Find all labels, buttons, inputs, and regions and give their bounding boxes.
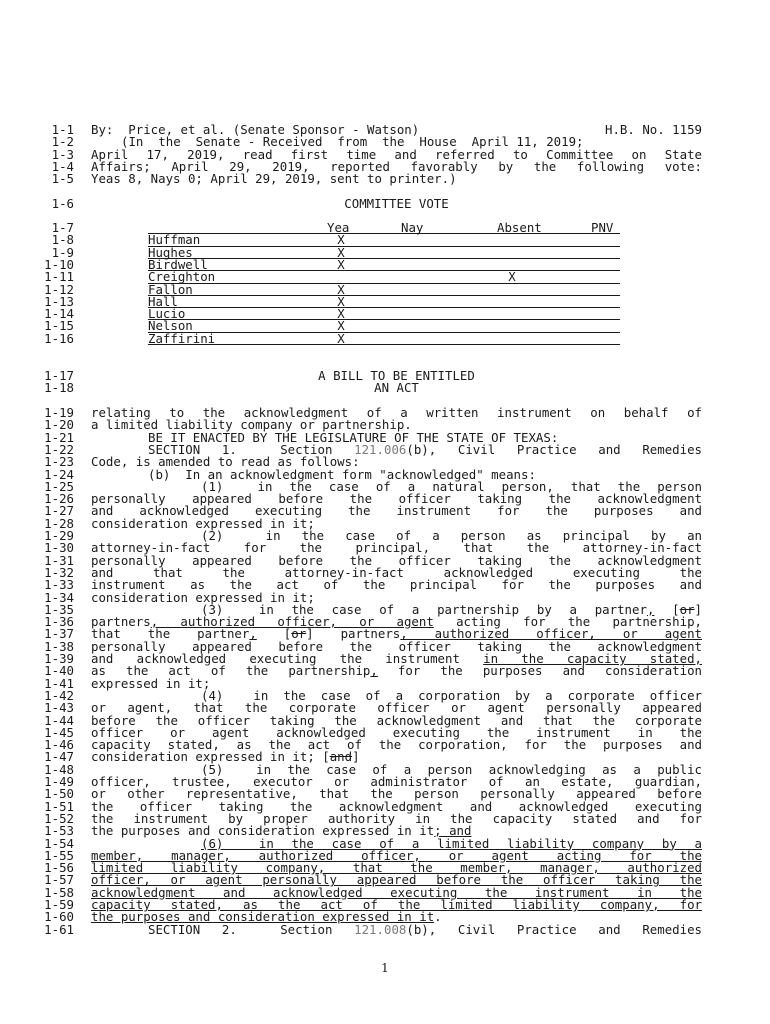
page-number: 1 xyxy=(381,961,389,975)
inserted-text: in the capacity stated, xyxy=(483,651,703,666)
line-number: 1-36 xyxy=(44,614,74,630)
sponsor: By: Price, et al. (Senate Sponsor - Watson) xyxy=(91,122,420,137)
inserted-text: , authorized officer, or agent xyxy=(400,626,703,642)
inserted-text: , xyxy=(646,601,655,617)
vote-mark: X xyxy=(337,293,345,309)
line-number: 1-12 xyxy=(44,281,74,297)
body-line: Code, is amended to read as follows: xyxy=(91,454,360,470)
bill-title: A BILL TO BE ENTITLED xyxy=(318,368,475,383)
line-number: 1-41 xyxy=(44,675,74,691)
history-line: (In the Senate - Received from the House April 11, 2019; xyxy=(121,134,584,150)
body-line: before the officer taking the acknowledgment and that the corporate xyxy=(91,712,702,728)
line-number: 1-10 xyxy=(44,256,74,272)
line-number: 1-8 xyxy=(51,232,74,248)
line-number: 1-26 xyxy=(44,491,74,507)
body-line: personally appeared before the officer taking the acknowledgment xyxy=(91,638,702,654)
line-number: 1-50 xyxy=(44,786,74,802)
line-number: 1-4 xyxy=(51,158,74,174)
enacting-clause: BE IT ENACTED BY THE LEGISLATURE OF THE STATE OF TEXAS: xyxy=(148,429,559,445)
deleted-text: and xyxy=(329,749,353,765)
deleted-text: or xyxy=(291,626,307,642)
body-line: (b) In an acknowledgment form "acknowledged" means: xyxy=(148,466,536,482)
body-line: personally appeared before the officer taking the acknowledgment xyxy=(91,552,702,568)
line-number: 1-28 xyxy=(44,515,74,531)
body-line: consideration expressed in it; [and] xyxy=(91,749,360,765)
line-number: 1-17 xyxy=(44,368,74,383)
caption-line: relating to the acknowledgment of a written instrument on behalf of xyxy=(91,405,702,420)
body-line: the instrument by proper authority in the capacity stated and for xyxy=(91,810,702,826)
body-line: capacity stated, as the act of the corporation, for the purposes and xyxy=(91,737,702,753)
line-number: 1-47 xyxy=(44,749,74,765)
body-line: the officer taking the acknowledgment and acknowledged executing xyxy=(91,798,702,814)
inserted-text: capacity stated, as the act of the limited liability company, for xyxy=(91,897,702,912)
line-number: 1-35 xyxy=(44,601,74,617)
line-number: 1-56 xyxy=(44,860,74,876)
line-number: 1-15 xyxy=(44,318,74,334)
vote-mark: X xyxy=(337,306,345,322)
body-line: (5) in the case of a person acknowledging as a public xyxy=(201,761,702,777)
line-number: 1-6 xyxy=(51,196,74,211)
committee-member-name: Creighton xyxy=(148,269,216,285)
body-line: or other representative, that the person personally appeared before xyxy=(91,786,702,802)
body-line: instrument as the act of the principal for the purposes and xyxy=(91,577,702,593)
line-number: 1-52 xyxy=(44,810,74,826)
committee-member-name: Birdwell xyxy=(148,256,208,272)
vote-mark: X xyxy=(337,281,345,297)
line-number: 1-40 xyxy=(44,663,74,679)
committee-member-name: Hall xyxy=(148,293,178,309)
inserted-text: (6) in the case of a limited liability company by a xyxy=(201,835,702,851)
body-line: and acknowledged executing the instrument for the purposes and xyxy=(91,503,702,519)
line-number: 1-25 xyxy=(44,478,74,494)
vote-row-rule xyxy=(148,270,620,271)
vote-row-rule xyxy=(148,319,620,320)
line-number: 1-53 xyxy=(44,823,74,839)
body-line: personally appeared before the officer taking the acknowledgment xyxy=(91,491,702,507)
vote-mark: X xyxy=(337,330,345,346)
line-number: 1-20 xyxy=(44,417,74,433)
committee-member-name: Nelson xyxy=(148,318,193,334)
vote-row-rule xyxy=(148,258,620,259)
line-number: 1-37 xyxy=(44,626,74,642)
body-line: officer or agent acknowledged executing the instrument in the xyxy=(91,724,702,740)
body-line: attorney-in-fact for the principal, that the attorney-in-fact xyxy=(91,540,702,556)
history-line: Yeas 8, Nays 0; April 29, 2019, sent to printer.) xyxy=(91,171,457,187)
line-number: 1-61 xyxy=(44,921,74,937)
committee-member-name: Hughes xyxy=(148,244,193,260)
body-line: and that the attorney-in-fact acknowledged executing the xyxy=(91,564,702,580)
line-number: 1-57 xyxy=(44,872,74,888)
body-line: and acknowledged executing the instrument in the capacity stated, xyxy=(91,651,703,666)
line-number: 1-46 xyxy=(44,737,74,753)
vote-row-rule xyxy=(148,233,620,234)
bill-number: H.B. No. 1159 xyxy=(605,122,702,137)
line-number: 1-19 xyxy=(44,405,74,420)
section-heading: SECTION 1. Section 121.006(b), Civil Practice and Remedies xyxy=(148,441,703,457)
body-line: as the act of the partnership, for the purposes and consideration xyxy=(91,663,702,679)
line-number: 1-55 xyxy=(44,847,74,863)
line-number: 1-18 xyxy=(44,380,74,396)
body-line: the purposes and consideration expressed in it. xyxy=(91,909,442,925)
body-line: consideration expressed in it; xyxy=(91,589,315,605)
committee-member-name: Huffman xyxy=(148,232,201,248)
inserted-text: , xyxy=(370,663,378,679)
inserted-text: , xyxy=(249,626,257,642)
body-line: officer, trustee, executor or administrator of an estate, guardian, xyxy=(91,774,702,789)
line-number: 1-5 xyxy=(51,171,74,187)
vote-row-rule xyxy=(148,283,620,284)
section-heading: SECTION 2. Section 121.008(b), Civil Practice and Remedies xyxy=(148,921,703,937)
line-number: 1-22 xyxy=(44,441,74,457)
line-number: 1-54 xyxy=(44,835,74,851)
line-number: 1-59 xyxy=(44,897,74,912)
vote-column-header: Yea xyxy=(327,220,350,235)
line-number: 1-23 xyxy=(44,454,74,470)
body-line: partners, authorized officer, or agent acting for the partnership, xyxy=(91,614,703,630)
line-number: 1-1 xyxy=(51,122,74,137)
line-number: 1-30 xyxy=(44,540,74,556)
history-line: April 17, 2019, read first time and referred to Committee on State xyxy=(91,146,702,162)
body-line: expressed in it; xyxy=(91,675,211,691)
line-number: 1-34 xyxy=(44,589,74,605)
inserted-text: the purposes and consideration expressed in it xyxy=(91,909,435,925)
line-number: 1-45 xyxy=(44,724,74,740)
line-number: 1-33 xyxy=(44,577,74,593)
inserted-text: , authorized officer, or agent xyxy=(150,614,434,630)
line-number: 1-29 xyxy=(44,528,74,543)
line-number: 1-58 xyxy=(44,884,74,900)
body-line: (2) in the case of a person as principal by an xyxy=(201,528,702,543)
line-number: 1-51 xyxy=(44,798,74,814)
statute-link[interactable]: 121.008 xyxy=(354,921,407,937)
line-number: 1-24 xyxy=(44,466,74,482)
history-line: Affairs; April 29, 2019, reported favorably by the following vote: xyxy=(91,158,702,174)
caption-line: a limited liability company or partnership. xyxy=(91,417,412,433)
vote-mark: X xyxy=(337,232,345,248)
line-number: 1-14 xyxy=(44,306,74,322)
committee-member-name: Fallon xyxy=(148,281,193,297)
line-number: 1-21 xyxy=(44,429,74,445)
line-number: 1-43 xyxy=(44,700,74,716)
vote-column-header: PNV xyxy=(591,220,614,235)
vote-column-header: Absent xyxy=(497,220,542,235)
statute-link[interactable]: 121.006 xyxy=(354,441,407,457)
committee-member-name: Lucio xyxy=(148,306,186,322)
vote-row-rule xyxy=(148,307,620,308)
line-number: 1-16 xyxy=(44,330,74,346)
body-line: (1) in the case of a natural person, that the person xyxy=(201,478,702,494)
vote-mark: X xyxy=(337,318,345,334)
line-number: 1-2 xyxy=(51,134,74,150)
inserted-text: member, manager, authorized officer, or agent acting for the xyxy=(91,847,702,863)
inserted-text: ; and xyxy=(434,823,472,839)
line-number: 1-31 xyxy=(44,552,74,568)
inserted-text: acknowledgment and acknowledged executing the instrument in the xyxy=(91,884,702,900)
line-number: 1-27 xyxy=(44,503,74,519)
body-line: consideration expressed in it; xyxy=(91,515,315,531)
vote-mark: X xyxy=(508,269,516,285)
line-number: 1-38 xyxy=(44,638,74,654)
line-number: 1-9 xyxy=(51,244,74,260)
line-number: 1-11 xyxy=(44,269,74,285)
vote-row-rule xyxy=(148,295,620,296)
vote-row-rule xyxy=(148,246,620,247)
line-number: 1-42 xyxy=(44,687,74,703)
line-number: 1-7 xyxy=(51,220,74,235)
line-number: 1-32 xyxy=(44,564,74,580)
committee-member-name: Zaffirini xyxy=(148,330,216,346)
vote-row-rule xyxy=(148,332,620,333)
vote-mark: X xyxy=(337,244,345,260)
bill-subtitle: AN ACT xyxy=(374,380,419,396)
vote-mark: X xyxy=(337,256,345,272)
line-number: 1-13 xyxy=(44,293,74,309)
line-number: 1-49 xyxy=(44,774,74,789)
body-line: (4) in the case of a corporation by a corporate officer xyxy=(201,687,702,703)
line-number: 1-3 xyxy=(51,146,74,162)
inserted-text: limited liability company, that the member, manager, authorized xyxy=(91,860,702,876)
body-line: or agent, that the corporate officer or agent personally appeared xyxy=(91,700,702,716)
committee-vote-title: COMMITTEE VOTE xyxy=(344,196,449,211)
vote-row-rule xyxy=(148,344,620,345)
line-number: 1-60 xyxy=(44,909,74,925)
line-number: 1-44 xyxy=(44,712,74,728)
body-line: (3) in the case of a partnership by a partner, [or] xyxy=(201,601,702,617)
inserted-text: officer, or agent personally appeared before the officer taking the xyxy=(91,872,702,888)
line-number: 1-48 xyxy=(44,761,74,777)
line-number: 1-39 xyxy=(44,651,74,666)
deleted-text: or xyxy=(679,601,695,617)
body-line: the purposes and consideration expressed in it; and xyxy=(91,823,472,839)
body-line: that the partner, [or] partners, authorized officer, or agent xyxy=(91,626,703,642)
vote-column-header: Nay xyxy=(401,220,424,235)
